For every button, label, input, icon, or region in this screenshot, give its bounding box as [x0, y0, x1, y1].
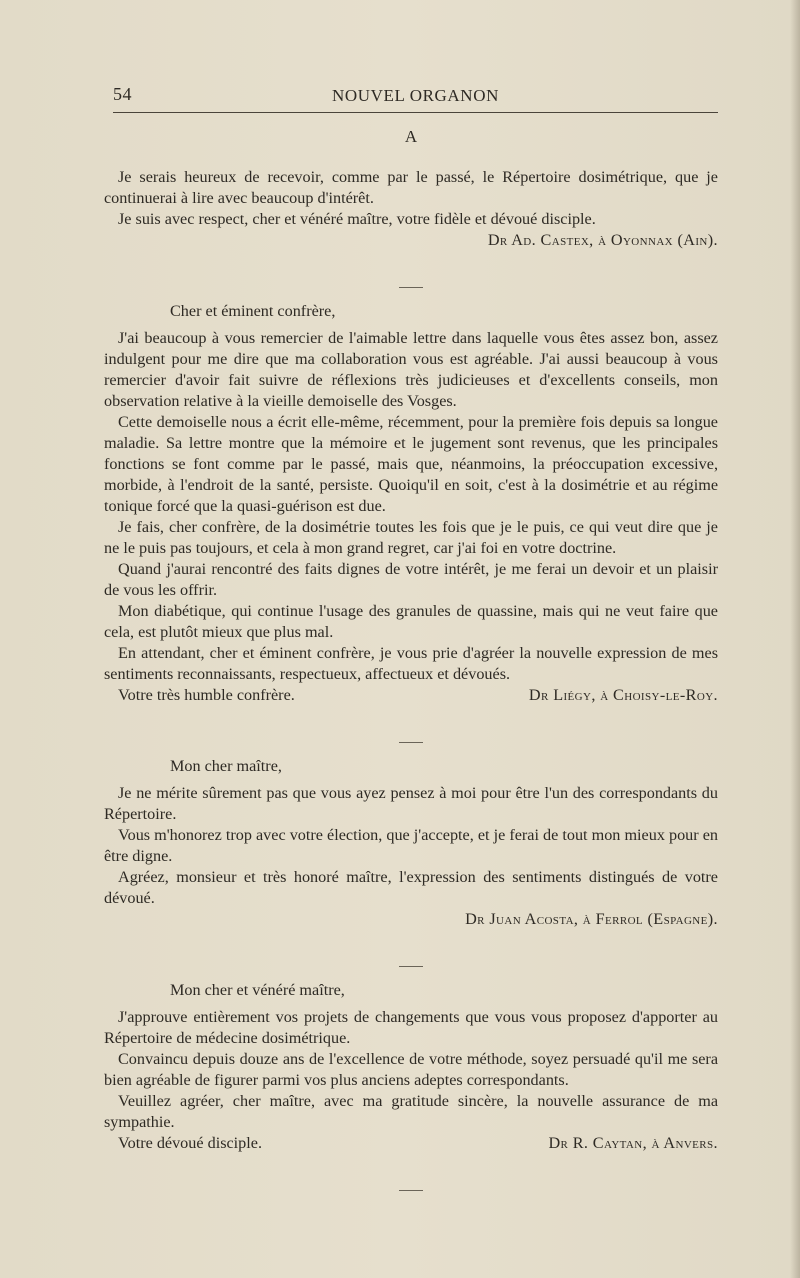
salutation: Cher et éminent confrère, [170, 302, 336, 320]
letter-acosta [104, 756, 718, 930]
page-edge-shadow [790, 0, 800, 1278]
separator-rule [104, 1176, 718, 1186]
paragraph: J'approuve entièrement vos projets de changements que vous vous proposez d'apporter au Répertoire de médecine dosimétrique. [104, 1008, 718, 1047]
signature-line [104, 1133, 718, 1154]
page-number: 54 [113, 84, 132, 104]
paragraph: Mon diabétique, qui continue l'usage des granules de quassine, mais qui ne veut faire que cela, est plutôt mieux que plus mal. [104, 602, 718, 641]
letter-castex [104, 167, 718, 251]
paragraph: Je fais, cher confrère, de la dosimétrie toutes les fois que je le puis, ce qui veut dire que je ne le puis pas toujours, et cela à mon grand regret, car j'ai foi en votre doctrine. [104, 518, 718, 557]
salutation: Mon cher et vénéré maître, [170, 981, 345, 999]
separator-rule [104, 728, 718, 738]
separator-rule [104, 952, 718, 962]
letter-liegy [104, 301, 718, 706]
paragraph: Je serais heureux de recevoir, comme par le passé, le Répertoire dosimétrique, que je continuerai à lire avec beaucoup d'intérêt. [104, 168, 718, 207]
running-title: NOUVEL ORGANON [332, 86, 499, 105]
paragraph: Convaincu depuis douze ans de l'excellence de votre méthode, soyez persuadé qu'il me sera bien agréable de figurer parmi vos plus anciens adeptes correspondants. [104, 1050, 718, 1089]
letter-caytan [104, 980, 718, 1154]
paragraph: Veuillez agréer, cher maître, avec ma gratitude sincère, la nouvelle assurance de ma sympathie. [104, 1092, 718, 1131]
signature-line [104, 685, 718, 706]
paragraph: En attendant, cher et éminent confrère, je vous prie d'agréer la nouvelle expression de mes sentiments reconnaissants, respectueux, affectueux et dévoués. [104, 644, 718, 683]
closing: Votre dévoué disciple. [118, 1134, 263, 1152]
signature: Dr R. Caytan, à Anvers. [548, 1134, 718, 1152]
paragraph: Vous m'honorez trop avec votre élection, que j'accepte, et je ferai de tout mon mieux pour en être digne. [104, 826, 718, 865]
paragraph: Quand j'aurai rencontré des faits dignes de votre intérêt, je me ferai un devoir et un plaisir de vous les offrir. [104, 560, 718, 599]
signature: Dr Juan Acosta, à Ferrol (Espagne). [465, 910, 718, 928]
closing: Votre très humble confrère. [118, 686, 295, 704]
header-rule [113, 112, 718, 113]
paragraph: Cette demoiselle nous a écrit elle-même, récemment, pour la première fois depuis sa longue maladie. Sa lettre montre que la mémoire et le jugement sont revenus, que les principales fonctions se font comme par le passé, mais que, néanmoins, la préoccupation excessive, morbide, à l'endroit de la santé, persiste. Quoiqu'il en soit, c'est à la dosimétrie et au régime tonique forcé que la quasi-guérison est due. [104, 413, 718, 515]
page-body [104, 126, 718, 1204]
salutation: Mon cher maître, [170, 757, 282, 775]
section-mark: A [404, 127, 418, 146]
paragraph: J'ai beaucoup à vous remercier de l'aimable lettre dans laquelle vous êtes assez bon, assez indulgent pour me dire que ma collaboration vous est agréable. J'ai aussi beaucoup à vous remercier d'avoir fait suivre de réflexions très judicieuses et d'excellents conseils, mon observation relative à la vieille demoiselle des Vosges. [104, 329, 718, 410]
signature: Dr Liégy, à Choisy-le-Roy. [528, 686, 718, 704]
signature: Dr Ad. Castex, à Oyonnax (Ain). [487, 231, 718, 249]
closing: Agréez, monsieur et très honoré maître, l'expression des sentiments distingués de votre dévoué. [104, 868, 718, 907]
paragraph: Je ne mérite sûrement pas que vous ayez pensez à moi pour être l'un des correspondants du Répertoire. [104, 784, 718, 823]
paragraph: Je suis avec respect, cher et vénéré maître, votre fidèle et dévoué disciple. [118, 210, 596, 228]
page-header [113, 84, 718, 110]
separator-rule [104, 273, 718, 283]
